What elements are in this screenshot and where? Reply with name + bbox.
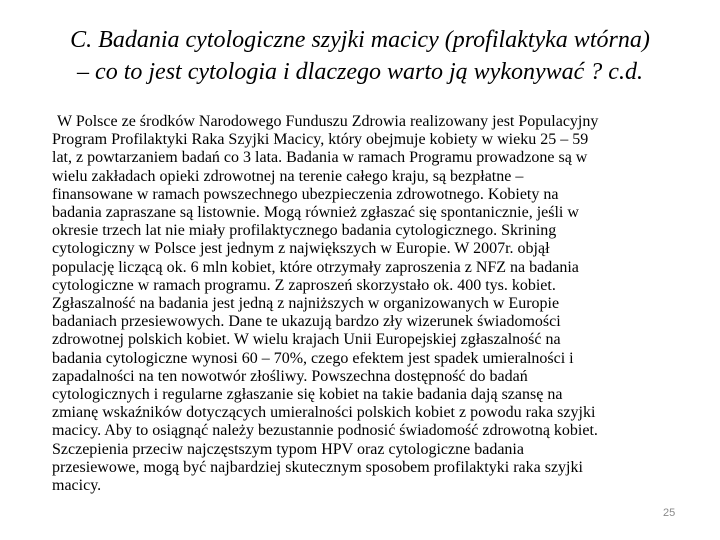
body-text-line: zapadalności na ten nowotwór złośliwy. Powszechna dostępność do badań [52, 367, 528, 385]
body-text-line: macicy. Aby to osiągnąć należy bezustannie podnosić świadomość zdrowotną kobiet. [52, 422, 598, 440]
body-text-line: okresie trzech lat nie miały profilaktycznego badania cytologicznego. Skrining [52, 222, 557, 240]
body-text-line: macicy. [52, 477, 102, 495]
body-text-line: Program Profilaktyki Raka Szyjki Macicy, który obejmuje kobiety w wieku 25 – 59 [52, 131, 589, 149]
slide-page-number: 25 [663, 507, 676, 519]
body-text-line: zdrowotnej polskich kobiet. W wielu krajach Unii Europejskiej zgłaszalność na [52, 331, 561, 349]
body-text-line: Zgłaszalność na badania jest jedną z najniższych w organizowanych w Europie [52, 295, 560, 313]
body-text-line: finansowane w ramach powszechnego ubezpieczenia zdrowotnego. Kobiety na [52, 185, 559, 203]
body-text-line: cytologiczne w ramach programu. Z zaproszeń skorzystało ok. 400 tys. kobiet. [52, 276, 556, 294]
slide-body-text [52, 113, 702, 495]
slide-title-line-2: – co to jest cytologia i dlaczego warto ją wykonywać ? c.d. [77, 59, 643, 85]
slide-title [30, 24, 690, 88]
body-text-line: cytologiczny w Polsce jest jednym z największych w Europie. W 2007r. objął [52, 240, 550, 258]
body-text-line: badania cytologiczne wynosi 60 – 70%, czego efektem jest spadek umieralności i [52, 349, 574, 367]
body-text-line: Szczepienia przeciw najczęstszym typom HPV oraz cytologiczne badania [52, 440, 524, 458]
body-text-line: lat, z powtarzaniem badań co 3 lata. Badania w ramach Programu prowadzone są w [52, 149, 588, 167]
body-text-line: populację liczącą ok. 6 mln kobiet, które otrzymały zaproszenia z NFZ na badania [52, 258, 579, 276]
body-text-line: badaniach przesiewowych. Dane te ukazują bardzo zły wizerunek świadomości [52, 313, 561, 331]
body-text-line: przesiewowe, mogą być najbardziej skutecznym sposobem profilaktyki raka szyjki [52, 458, 583, 476]
body-text-line: W Polsce ze środków Narodowego Funduszu Zdrowia realizowany jest Populacyjny [57, 113, 599, 130]
body-text-line: badania zapraszane są listownie. Mogą również zgłaszać się spontanicznie, jeśli w [52, 204, 579, 222]
slide-title-line-1: C. Badania cytologiczne szyjki macicy (profilaktyka wtórna) [70, 27, 650, 53]
body-text-line: zmianę wskaźników dotyczących umieralności polskich kobiet z powodu raka szyjki [52, 404, 596, 422]
body-text-line: cytologicznych i regularne zgłaszanie się kobiet na takie badania dają szansę na [52, 386, 563, 404]
body-text-line: wielu zakładach opieki zdrowotnej na terenie całego kraju, są bezpłatne – [52, 167, 524, 185]
